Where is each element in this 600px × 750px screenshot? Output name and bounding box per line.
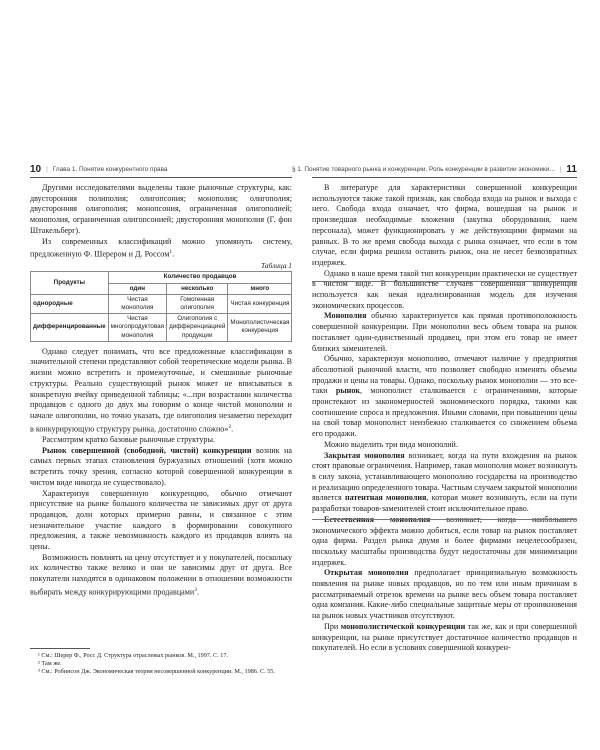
paragraph-text: возникает, когда наибольшего экономического эффекта можно добиться, если товар на рынок поставляет одна фирма. Раздел рынка двумя и более фирмами нецелесообразен, поскольку масштабы производства будут недостаточны для минимизации издержек. xyxy=(312,514,577,567)
paragraph-text: , монополист сталкивается с ограничениями, которые проистекают из закономерностей экономического порядка, такими как соотношение спроса и предложения. Иными словами, при повышении цены на свой товар монополист неизбежно сталкивается со снижением объема его продажи. xyxy=(312,386,577,439)
left-header-rule xyxy=(30,177,292,178)
paragraph-text: обычно характеризуется как прямая противоположность совершенной конкуренции. При монополии весь объем товара на рынок поставляет один-единственный продавец, при этом его товар не имеет близких заменителей. xyxy=(312,311,577,353)
table-header-sellers: Количество продавцов xyxy=(108,272,292,283)
left-paragraph: Возможность повлиять на цену отсутствует и у покупателей, поскольку их количество также велико и они не зависимы друг от друга. Все покупатели находятся в одинаковом положении в отношении возможности выбирать между конкурирующими продавцами$^3$. xyxy=(30,552,292,597)
paragraph-text: возник на самых первых этапах становления буржуазных отношений (хотя можно встретить точку зрения, согласно которой совершенной конкуренции в чистом виде никогда не существовало). xyxy=(30,445,292,487)
right-paragraph xyxy=(312,311,577,354)
footnote-ref: 3 xyxy=(194,586,197,593)
left-page-number: 10 xyxy=(30,163,42,175)
left-running-head-text: Глава 1. Понятие конкурентного права xyxy=(52,165,168,173)
left-paragraph: Характеризуя совершенную конкуренцию, обычно отмечают присутствие на рынке большого количества не зависимых друг от друга продавцов, доли которых примерно равны, и связанное с этим незначительное участие каждого в формировании совокупного предложения, а также невозможность каждого из продавцов влиять на цены. xyxy=(30,488,292,552)
left-paragraph: Однако следует понимать, что все предложенные классификации в значительной степени представляют собой теоретические модели рынка. В жизни можно встретить и промежуточные, и смешанные рыночные структуры. Реально существующий рынок может не вписываться в конкретную ячейку приведенной таблицы: «...при возрастании количества продавцов с одного до двух мы говорим о конце чистой монополии и начале олигополии, но точно указать, где олигополия незаметно переходит в конкурирующую структуру рынка, достаточно сложно»$^2$. xyxy=(30,346,292,434)
right-paragraph xyxy=(312,515,577,569)
footnote-rule xyxy=(30,648,90,649)
table-row xyxy=(31,314,292,342)
left-paragraph: Другими исследователями выделены такие рыночные структуры, как: двусторонняя полиполия; олигопсония; монополия; олигополия; двусторонняя олигополия; монопсония, ограниченная олигополией; монополия, ограниченная олигопсонией; двусторонняя монополия (Г. фон Штакельберг). xyxy=(30,183,292,235)
table-cell: Чистая конкуренция xyxy=(228,294,292,313)
left-footnotes xyxy=(30,652,292,676)
footnote: ² Там же. xyxy=(38,660,62,667)
header-separator: | xyxy=(559,165,562,173)
right-paragraph xyxy=(312,451,577,515)
left-page-body xyxy=(30,183,292,598)
term-bold: Закрытая монополия xyxy=(324,450,405,460)
right-running-header xyxy=(291,162,577,176)
footnote-ref: 2 xyxy=(228,423,232,430)
right-paragraph xyxy=(312,622,577,654)
footnote: ³ См.: Робинсон Дж. Экономическая теория несовершенной конкуренции. М., 1986. С. 55. xyxy=(38,668,275,675)
term-bold: Рынок совершенной (свободной, чистой) конкуренции xyxy=(42,445,252,455)
term-bold: Естественная монополия xyxy=(324,514,431,524)
right-paragraph xyxy=(312,568,577,622)
table-cell: Гомогенная олигополия xyxy=(167,294,228,313)
section-divider xyxy=(312,519,577,520)
table-header-one: один xyxy=(108,283,166,294)
paragraph-text: При xyxy=(324,621,341,631)
left-paragraph xyxy=(30,446,292,489)
table-header-many: много xyxy=(228,283,292,294)
paragraph-text: возникает, когда на пути вхождения на рынок стоят правовые ограничения. Например, такая монополия может возникнуть в силу закона, устанавливающего монополию государства на производство и реализацию определенного товара. Частным случаем закрытой монополии является xyxy=(312,450,577,503)
term-bold: патентная монополия xyxy=(345,493,427,503)
table-cell: Монополистическая конкуренция xyxy=(228,314,292,342)
term-bold: монополистической конкуренции xyxy=(340,621,466,631)
table-row xyxy=(31,294,292,313)
table-cell: Олигополия с дифференциацией продукции xyxy=(167,314,228,342)
section-divider xyxy=(312,281,577,282)
right-paragraph: Можно выделить три вида монополий. xyxy=(324,439,458,449)
left-paragraph: Из современных классификаций можно упомянуть систему, предложенную Ф. Шерером и Д. Россом$^1$. xyxy=(30,236,292,259)
header-separator: | xyxy=(46,165,48,173)
right-header-rule xyxy=(312,177,577,178)
paragraph-text: Однако следует понимать, что все предложенные классификации в значительной степени представляют собой теоретические модели рынка. В жизни можно встретить и промежуточные, и смешанные рыночные структуры. Реально существующий рынок может не вписываться в конкретную ячейку приведенной таблицы: «...при возрастании количества продавцов с одного до двух мы говорим о конце чистой монополии и начале олигополии, но точно указать, где олигополия незаметно переходит в конкурирующую структуру рынка, достаточно сложно» xyxy=(30,346,292,434)
left-paragraph: Рассмотрим кратко базовые рыночные структуры. xyxy=(42,435,215,445)
footnote-ref: 1 xyxy=(169,249,173,256)
right-paragraph: В литературе для характеристики совершенной конкуренции используются также такой признак, как свобода входа на рынок и выхода с него. Свобода входа означает, что фирма, вошедшая на рынок и произведшая необходимые вложения (закупка оборудования, наем персонала), может функционировать у же действующими фирмами на равных. В то же время свобода выхода с рынка означает, что если в том случае, если фирма решила оставить рынок, она не несет безвозвратных издержек. xyxy=(312,183,577,267)
right-running-head-text: § 1. Понятие товарного рынка и конкуренции. Роль конкуренции в развитии экономики... xyxy=(291,165,555,173)
market-structure-table xyxy=(30,271,292,341)
term-bold: Открытая монополия xyxy=(324,568,409,578)
right-page-number: 11 xyxy=(566,163,577,175)
table-cell: Чистая монополия xyxy=(108,294,166,313)
paragraph-text: предполагает принципиальную возможность появления на рынке новых продавцов, но по тем или иным причинам в рассматриваемый отрезок времени на рынке весь объем товара поставляет одна компания. Какие-либо специальные защитные меры от проникновения на рынок новых участников отсутствуют. xyxy=(312,568,577,621)
table-caption: Таблица 1 xyxy=(260,260,292,270)
paragraph-text: Обычно, характеризуя монополию, отмечают наличие у предприятия абсолютной рыночной власти, что позволяет свободно изменять объемы продажи и цены на товары. Однако, поскольку рынок монополии — это все-таки xyxy=(312,354,577,396)
right-paragraph xyxy=(312,354,577,440)
paragraph-text: так же, как и при совершенной конкуренции, на рынке присутствует достаточное количество продавцов и покупателей. Но если в условиях совершенной конкурен- xyxy=(312,621,578,653)
table-row-label: дифференцированные xyxy=(31,314,109,342)
table-cell: Чистая многопродуктовая монополия xyxy=(108,314,166,342)
table-header-products: Продукты xyxy=(31,272,109,294)
table-header-several: несколько xyxy=(167,283,228,294)
right-page-body xyxy=(312,183,577,654)
table-row-label: однородные xyxy=(31,294,109,313)
paragraph-text: Возможность повлиять на цену отсутствует и у покупателей, поскольку их количество также велико и они не зависимы друг от друга. Все покупатели находятся в одинаковом положении в отношении возможности выбирать между конкурирующими продавцами xyxy=(30,552,292,597)
paragraph-text: Из современных классификаций можно упомянуть систему, предложенную Ф. Шерером и Д. Россом xyxy=(30,236,292,259)
footnote: ¹ См.: Шерер Ф., Росс Д. Структура отраслевых рынков. М., 1997. С. 17. xyxy=(38,652,228,659)
right-paragraph: Однако в наше время такой тип конкуренции практически не существует в чистом виде. В большинстве случаев совершенная конкуренция используется как некая идеализированная модель для изучения экономических процессов. xyxy=(312,268,577,310)
left-running-header xyxy=(30,162,167,176)
term-bold: рынок xyxy=(335,386,361,396)
paragraph-text: , которая может возникнуть, если на пути разработки товаров-заменителей стоит исключительное право. xyxy=(312,493,577,514)
term-bold: Монополия xyxy=(324,311,367,321)
